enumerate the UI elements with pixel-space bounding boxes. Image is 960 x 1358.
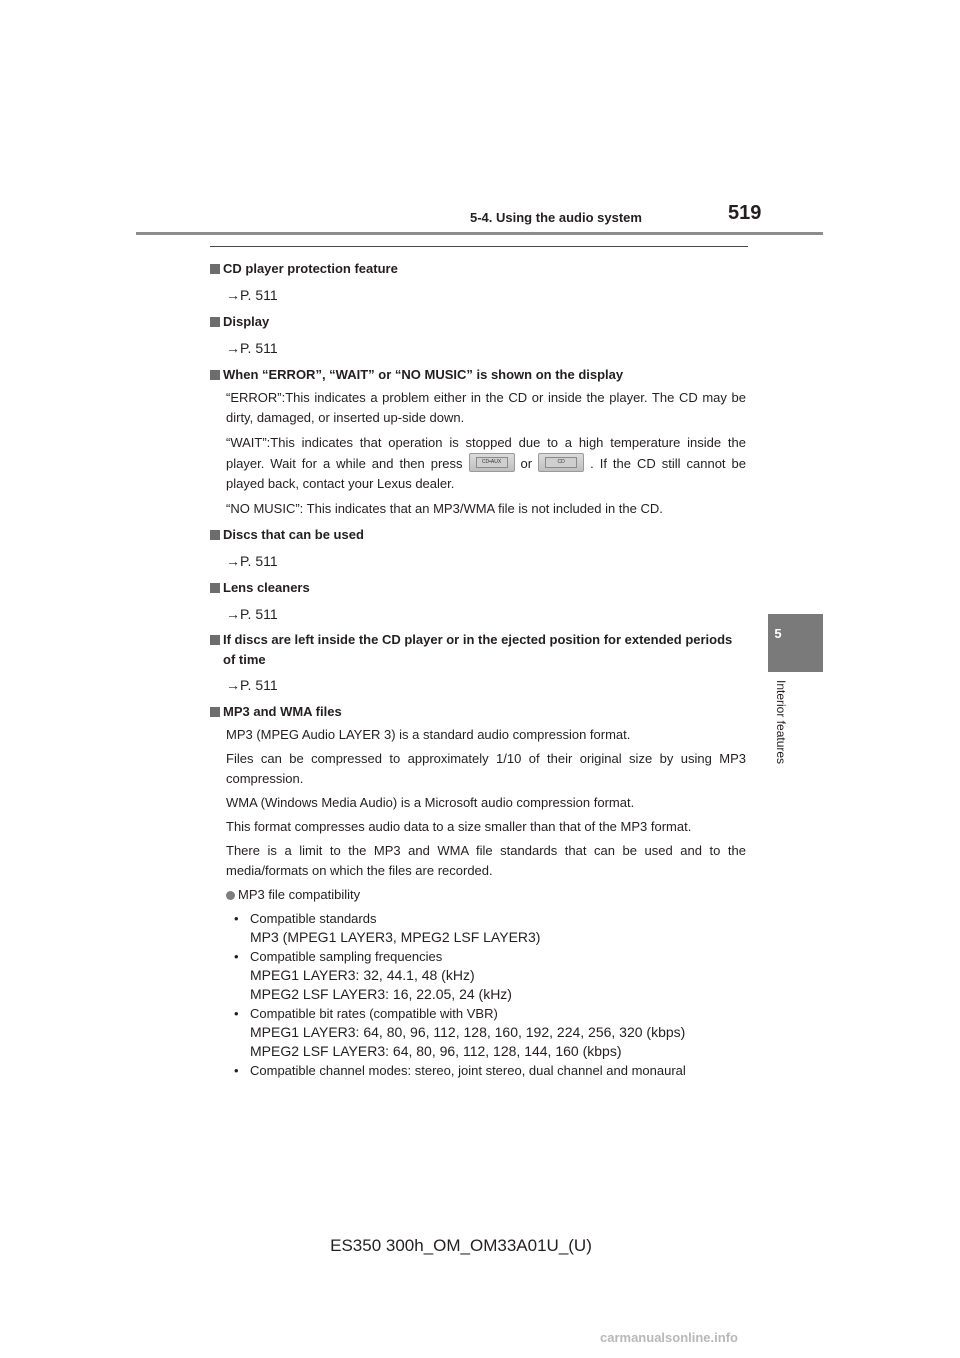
wait-text: “WAIT”:This indicates that operation is stopped due to a high temperature inside the player. Wait for a while and then press CD•AUX or CD . If the CD still cannot be played back, contact your Lexus dealer. (226, 435, 746, 491)
spec-list (234, 909, 746, 1080)
page-footer (0, 1236, 960, 1256)
square-bullet-icon (210, 370, 220, 380)
page-reference[interactable]: →P. 511 (226, 340, 278, 356)
cd-button-icon: CD (538, 453, 584, 472)
heading-display: Display (210, 311, 746, 333)
mp3-para-1: MP3 (MPEG Audio LAYER 3) is a standard audio compression format. (226, 727, 631, 742)
chapter-tab (768, 614, 823, 672)
list-item: • Compatible channel modes: stereo, joint stereo, dual channel and monaural (234, 1061, 746, 1080)
square-bullet-icon (210, 317, 220, 327)
heading-messages: When “ERROR”, “WAIT” or “NO MUSIC” is shown on the display (210, 364, 746, 386)
doc-code: ES350 300h_OM_OM33A01U_(U) (330, 1236, 592, 1255)
heading-discs: Discs that can be used (210, 524, 746, 546)
page-reference[interactable]: →P. 511 (226, 677, 278, 693)
cd-aux-button-icon: CD•AUX (469, 453, 515, 472)
content-rule (210, 246, 748, 247)
page-reference[interactable]: →P. 511 (226, 606, 278, 622)
watermark: carmanualsonline.info (600, 1330, 738, 1345)
mp3-para-4: This format compresses audio data to a size smaller than that of the MP3 format. (226, 819, 692, 834)
chapter-number: 5 (774, 626, 782, 641)
chapter-label: Interior features (774, 680, 788, 765)
no-music-text: “NO MUSIC”: This indicates that an MP3/WMA file is not included in the CD. (226, 501, 663, 516)
heading-protection: CD player protection feature (210, 258, 746, 280)
page-reference[interactable]: →P. 511 (226, 553, 278, 569)
square-bullet-icon (210, 635, 220, 645)
page-content (210, 258, 746, 1080)
square-bullet-icon (210, 707, 220, 717)
header-rule (136, 232, 823, 235)
list-item: • Compatible sampling frequencies MPEG1 LAYER3: 32, 44.1, 48 (kHz) MPEG2 LSF LAYER3: 16, 22.05, 24 (kHz) (234, 947, 746, 1004)
heading-lens: Lens cleaners (210, 577, 746, 599)
mp3-para-2: Files can be compressed to approximately 1/10 of their original size by using MP3 compression. (226, 751, 746, 786)
square-bullet-icon (210, 264, 220, 274)
list-item: • Compatible standards MP3 (MPEG1 LAYER3, MPEG2 LSF LAYER3) (234, 909, 746, 947)
section-title: 5-4. Using the audio system (470, 210, 642, 225)
page-header (0, 0, 960, 240)
error-text: “ERROR”:This indicates a problem either in the CD or inside the player. The CD may be dirty, damaged, or inserted up-side down. (226, 390, 746, 425)
mp3-para-3: WMA (Windows Media Audio) is a Microsoft audio compression format. (226, 795, 635, 810)
page-reference[interactable]: →P. 511 (226, 287, 278, 303)
heading-left-inside: If discs are left inside the CD player or in the ejected position for extended periods of time (210, 630, 746, 670)
page-number: 519 (728, 202, 762, 224)
compat-heading: MP3 file compatibility (226, 885, 746, 905)
round-bullet-icon (226, 891, 235, 900)
mp3-para-5: There is a limit to the MP3 and WMA file standards that can be used and to the media/formats on which the files are recorded. (226, 843, 746, 878)
list-item: • Compatible bit rates (compatible with VBR) MPEG1 LAYER3: 64, 80, 96, 112, 128, 160, 192, 224, 256, 320 (kbps) MPEG2 LSF LAYER3: 64, 80, 96, 112, 128, 144, 160 (kbps) (234, 1004, 746, 1061)
square-bullet-icon (210, 530, 220, 540)
heading-mp3-wma: MP3 and WMA files (210, 701, 746, 723)
square-bullet-icon (210, 583, 220, 593)
